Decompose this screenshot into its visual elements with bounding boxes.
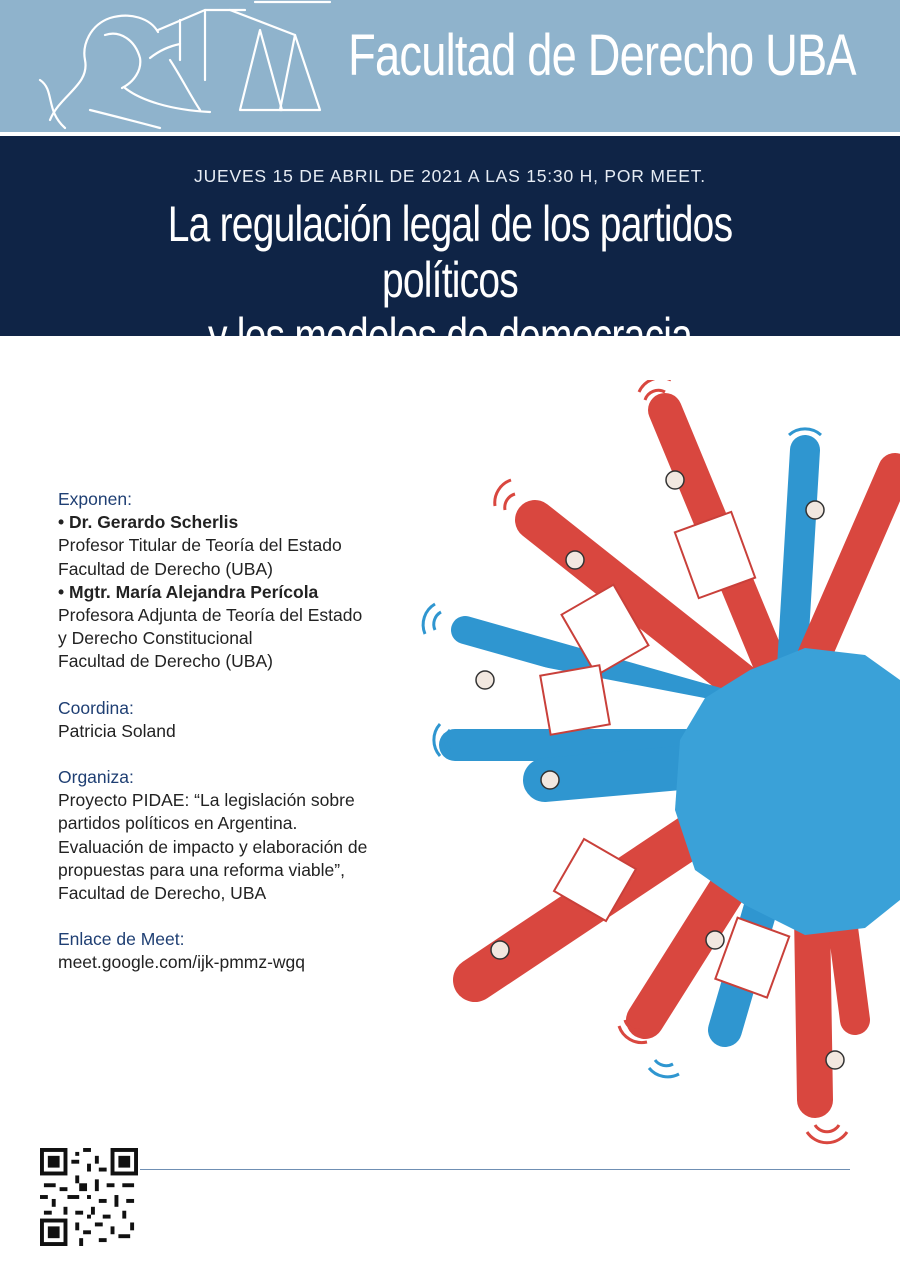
event-title-line-1: La regulación legal de los partidos políticos (167, 196, 733, 308)
speaker-2-role: Profesora Adjunta de Teoría del Estado (58, 605, 363, 626)
faculty-title: Facultad de Derecho UBA (348, 23, 856, 88)
event-date: JUEVES 15 DE ABRIL DE 2021 A LAS 15:30 H, POR MEET. (194, 166, 706, 186)
meet-label: Enlace de Meet: (58, 929, 185, 950)
speaker-2-affiliation: Facultad de Derecho (UBA) (58, 651, 273, 672)
event-title-line-2: y los modelos de democracia (207, 308, 693, 364)
organizer-line-5: Facultad de Derecho, UBA (58, 883, 267, 904)
coordination-label: Coordina: (58, 697, 134, 718)
speaker-1-name: • Dr. Gerardo Scherlis (58, 512, 239, 533)
organizer-line-3: Evaluación de impacto y elaboración de (58, 836, 368, 857)
organizer-label: Organiza: (58, 767, 134, 788)
qr-code-icon[interactable] (40, 1148, 138, 1246)
footer-rule (140, 1169, 850, 1170)
speaker-1-role: Profesor Titular de Teoría del Estado (58, 535, 342, 556)
speakers-label: Exponen: (58, 489, 132, 509)
coordinator-name: Patricia Soland (58, 720, 176, 741)
organizer-line-1: Proyecto PIDAE: “La legislación sobre (58, 790, 355, 811)
speaker-1-affiliation: Facultad de Derecho (UBA) (58, 558, 273, 579)
politicians-around-globe-icon (395, 380, 900, 1150)
speaker-2-role-cont: y Derecho Constitucional (58, 628, 253, 649)
organizer-line-4: propuestas para una reforma viable”, (58, 859, 345, 880)
organizer-line-2: partidos políticos en Argentina. (58, 813, 298, 834)
meet-link[interactable]: meet.google.com/ijk-pmmz-wgq (58, 952, 306, 973)
speaker-2-name: • Mgtr. María Alejandra Perícola (58, 581, 319, 602)
justice-figure-scales-icon (30, 0, 360, 132)
event-title (99, 196, 801, 364)
header-band (0, 0, 900, 132)
event-info (58, 488, 418, 975)
